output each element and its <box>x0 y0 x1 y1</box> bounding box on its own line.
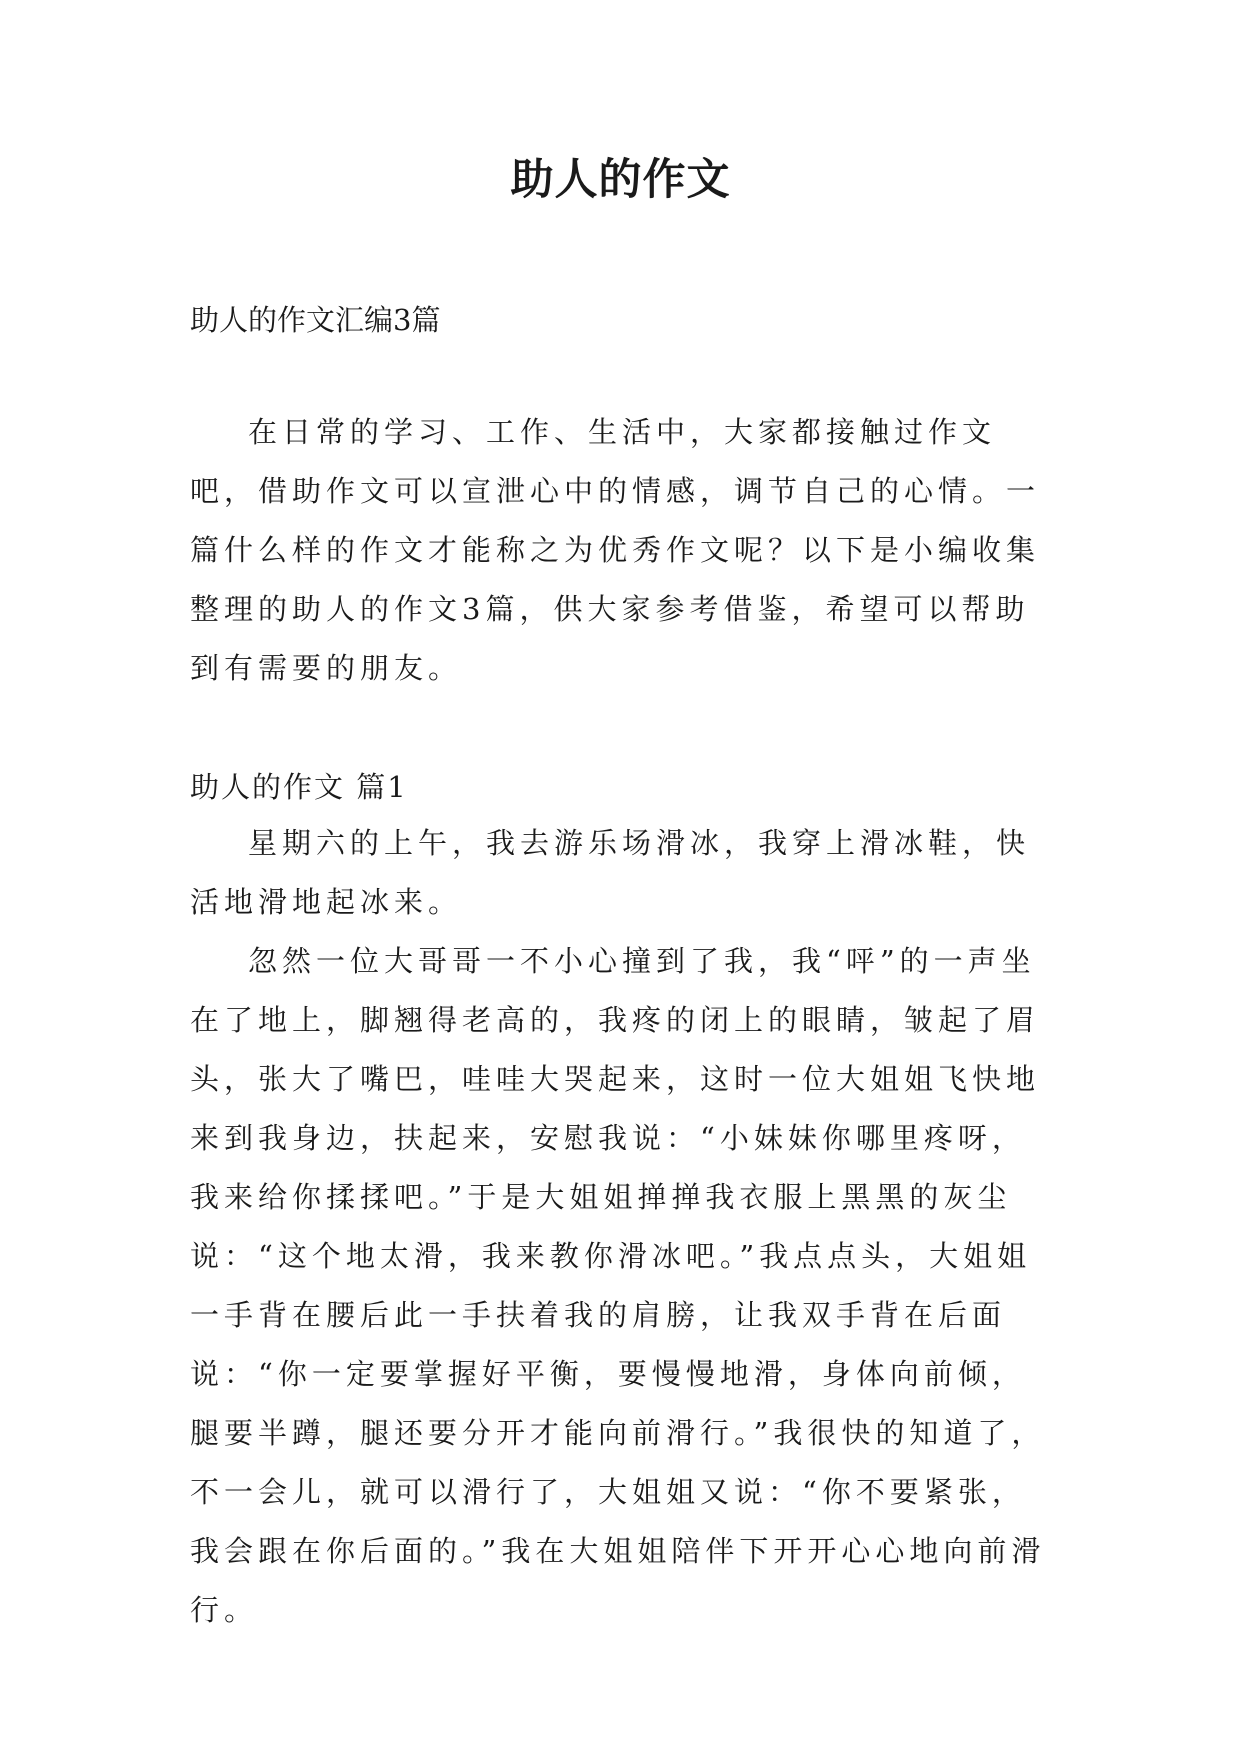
section-heading: 助人的作文 篇1 <box>190 770 408 804</box>
intro-block <box>190 403 1050 698</box>
document-subtitle: 助人的作文汇编3篇 <box>190 303 441 337</box>
body-paragraph: 忽然一位大哥哥一不小心撞到了我，我“呯”的一声坐在了地上，脚翘得老高的，我疼的闭上的眼睛，皱起了眉头，张大了嘴巴，哇哇大哭起来，这时一位大姐姐飞快地来到我身边，扶起来，安慰我说：“小妹妹你哪里疼呀，我来给你揉揉吧。”于是大姐姐掸掸我衣服上黑黑的灰尘说：“这个地太滑，我来教你滑冰吧。”我点点头，大姐姐一手背在腰后此一手扶着我的肩膀，让我双手背在后面说：“你一定要掌握好平衡，要慢慢地滑，身体向前倾，腿要半蹲，腿还要分开才能向前滑行。”我很快的知道了，不一会儿，就可以滑行了，大姐姐又说：“你不要紧张，我会跟在你后面的。”我在大姐姐陪伴下开开心心地向前滑行。 <box>190 944 1046 1627</box>
document-title: 助人的作文 <box>510 155 731 205</box>
body-paragraph: 星期六的上午，我去游乐场滑冰，我穿上滑冰鞋，快活地滑地起冰来。 <box>190 826 1031 919</box>
section-body <box>190 814 1050 1640</box>
intro-paragraph: 在日常的学习、工作、生活中，大家都接触过作文吧，借助作文可以宣泄心中的情感，调节自己的心情。一篇什么样的作文才能称之为优秀作文呢？以下是小编收集整理的助人的作文3篇，供大家参考借鉴，希望可以帮助到有需要的朋友。 <box>190 415 1041 685</box>
